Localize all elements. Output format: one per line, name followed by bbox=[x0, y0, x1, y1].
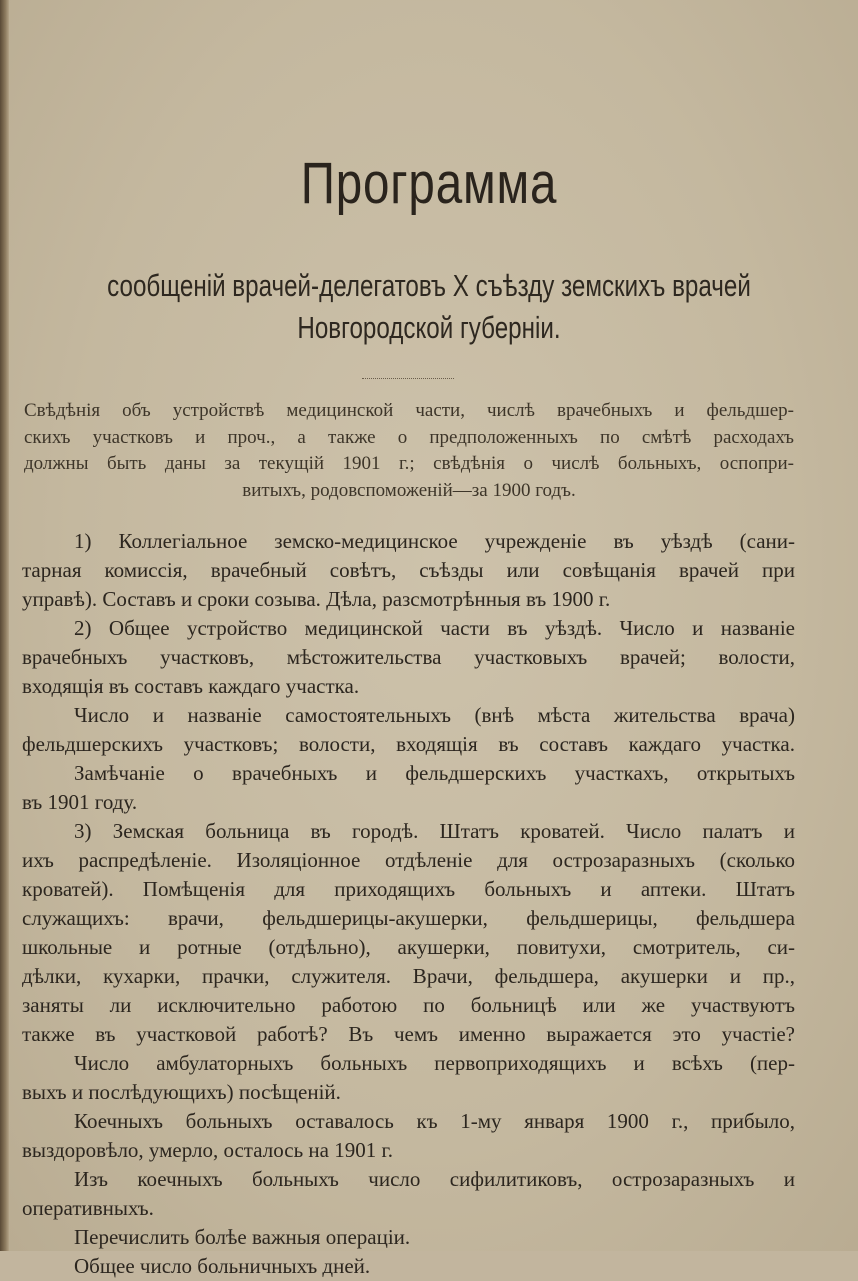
body-line: 3) Земская больница въ городѣ. Штатъ кроватей. Число палатъ и bbox=[74, 819, 795, 843]
body-line: оперативныхъ. bbox=[22, 1196, 154, 1220]
ornamental-divider bbox=[362, 372, 454, 379]
subtitle-line-1: сообщеній врачей-делегатовъ X съѣзду земскихъ врачей bbox=[107, 268, 751, 303]
subtitle-line-2: Новгородской губерніи. bbox=[297, 310, 561, 345]
page-title: Программа bbox=[300, 151, 558, 216]
program-body bbox=[22, 527, 795, 1281]
body-line: Перечислить болѣе важныя операціи. bbox=[74, 1225, 411, 1249]
intro-line: Свѣдѣнія объ устройствѣ медицинской части, числѣ врачебныхъ и фельдшер- bbox=[24, 400, 794, 421]
intro-line: скихъ участковъ и проч., а также о предположенныхъ по смѣтѣ расходахъ bbox=[24, 426, 794, 448]
body-line: ихъ распредѣленіе. Изоляціонное отдѣленіе для острозаразныхъ (сколько bbox=[22, 848, 795, 872]
body-line: Коечныхъ больныхъ оставалось къ 1-му января 1900 г., прибыло, bbox=[74, 1109, 795, 1133]
body-line: Изъ коечныхъ больныхъ число сифилитиковъ, острозаразныхъ и bbox=[74, 1167, 795, 1191]
body-line: входящія въ составъ каждаго участка. bbox=[22, 674, 360, 698]
body-line: Число амбулаторныхъ больныхъ первоприходящихъ и всѣхъ (пер- bbox=[74, 1051, 795, 1075]
body-line: служащихъ: врачи, фельдшерицы-акушерки, фельдшерицы, фельдшера bbox=[22, 906, 795, 930]
book-gutter bbox=[0, 0, 9, 1251]
intro-paragraph bbox=[24, 398, 794, 504]
body-line: Замѣчаніе о врачебныхъ и фельдшерскихъ участкахъ, открытыхъ bbox=[74, 761, 795, 785]
intro-line: должны быть даны за текущій 1901 г.; свѣдѣнія о числѣ больныхъ, оспопри- bbox=[24, 453, 794, 474]
body-line: выздоровѣло, умерло, осталось на 1901 г. bbox=[22, 1138, 393, 1162]
body-line: школьные и ротные (отдѣльно), акушерки, повитухи, смотритель, си- bbox=[22, 935, 795, 959]
body-line: выхъ и послѣдующихъ) посѣщеній. bbox=[22, 1080, 341, 1104]
body-line: тарная комиссія, врачебный совѣтъ, съѣзды или совѣщанія врачей при bbox=[22, 558, 795, 582]
body-line: дѣлки, кухарки, прачки, служителя. Врачи, фельдшера, акушерки и пр., bbox=[22, 964, 795, 988]
body-line: 1) Коллегіальное земско-медицинское учрежденіе въ уѣздѣ (сани- bbox=[74, 529, 795, 553]
body-line: Общее число больничныхъ дней. bbox=[74, 1254, 371, 1278]
body-line: фельдшерскихъ участковъ; волости, входящія въ составъ каждаго участка. bbox=[22, 732, 795, 756]
body-line: также въ участковой работѣ? Въ чемъ именно выражается это участіе? bbox=[22, 1022, 795, 1046]
body-line: врачебныхъ участковъ, мѣстожительства участковыхъ врачей; волости, bbox=[22, 645, 795, 669]
body-line: заняты ли исключительно работою по больницѣ или же участвуютъ bbox=[22, 993, 795, 1017]
body-line: въ 1901 году. bbox=[22, 790, 138, 814]
body-line: Число и названіе самостоятельныхъ (внѣ мѣста жительства врача) bbox=[74, 703, 795, 727]
body-line: управѣ). Составъ и сроки созыва. Дѣла, разсмотрѣнныя въ 1900 г. bbox=[22, 587, 611, 611]
body-line: кроватей). Помѣщенія для приходящихъ больныхъ и аптеки. Штатъ bbox=[22, 877, 795, 901]
body-line: 2) Общее устройство медицинской части въ уѣздѣ. Число и названіе bbox=[74, 616, 795, 640]
intro-line: витыхъ, родовспоможеній—за 1900 годъ. bbox=[242, 479, 576, 501]
